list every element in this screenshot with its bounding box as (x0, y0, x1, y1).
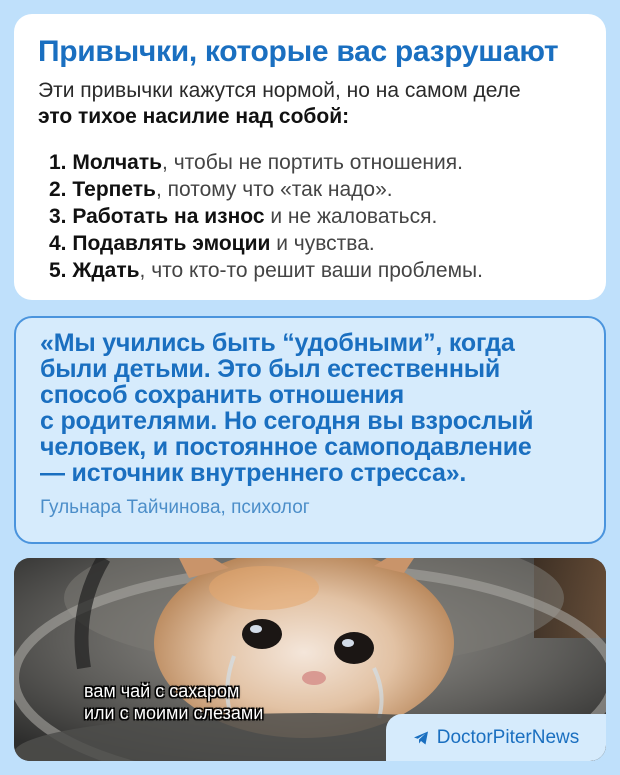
intro-plain: Эти привычки кажутся нормой, но на самом деле (38, 79, 521, 102)
item-number: 3. (49, 205, 67, 228)
item-number: 1. (49, 151, 67, 174)
list-item (49, 150, 582, 176)
item-bold: Ждать (72, 259, 140, 282)
item-number: 5. (49, 259, 67, 282)
list-item (49, 231, 582, 257)
quote-line: «Мы учились быть “удобными”, когда (40, 329, 515, 357)
caption-line: вам чай с сахаром (84, 681, 240, 701)
channel-name: DoctorPiterNews (436, 726, 580, 748)
item-rest: и чувства. (270, 232, 375, 255)
item-rest: , потому что «так надо». (155, 178, 393, 201)
item-number: 4. (49, 232, 67, 255)
telegram-icon (413, 730, 429, 746)
page-title: Привычки, которые вас разрушают (38, 35, 559, 68)
quote-line: человек, и постоянное самоподавление (40, 433, 532, 461)
quote-card (14, 316, 606, 544)
quote-line: — источник внутреннего стресса». (40, 459, 467, 487)
item-bold: Подавлять эмоции (72, 232, 271, 255)
intro-text (38, 78, 582, 130)
item-rest: , что кто-то решит ваши проблемы. (139, 259, 483, 282)
list-item (49, 258, 582, 284)
habits-card (14, 14, 606, 300)
item-number: 2. (49, 178, 67, 201)
intro-bold: это тихое насилие над собой: (38, 105, 350, 128)
item-rest: и не жаловаться. (264, 205, 438, 228)
quote-line: с родителями. Но сегодня вы взрослый (40, 407, 534, 435)
item-rest: , чтобы не портить отношения. (162, 151, 463, 174)
item-bold: Работать на износ (72, 205, 265, 228)
quote-author: Гульнара Тайчинова, психолог (40, 497, 310, 518)
meme-caption (84, 680, 263, 724)
item-bold: Молчать (72, 151, 163, 174)
caption-line: или с моими слезами (84, 703, 264, 723)
quote-line: способ сохранить отношения (40, 381, 405, 409)
item-bold: Терпеть (72, 178, 156, 201)
quote-line: были детьми. Это был естественный (40, 355, 501, 383)
list-item (49, 204, 582, 230)
channel-badge[interactable] (386, 714, 606, 761)
list-item (49, 177, 582, 203)
quote-text (40, 330, 584, 486)
habits-list (38, 150, 582, 284)
